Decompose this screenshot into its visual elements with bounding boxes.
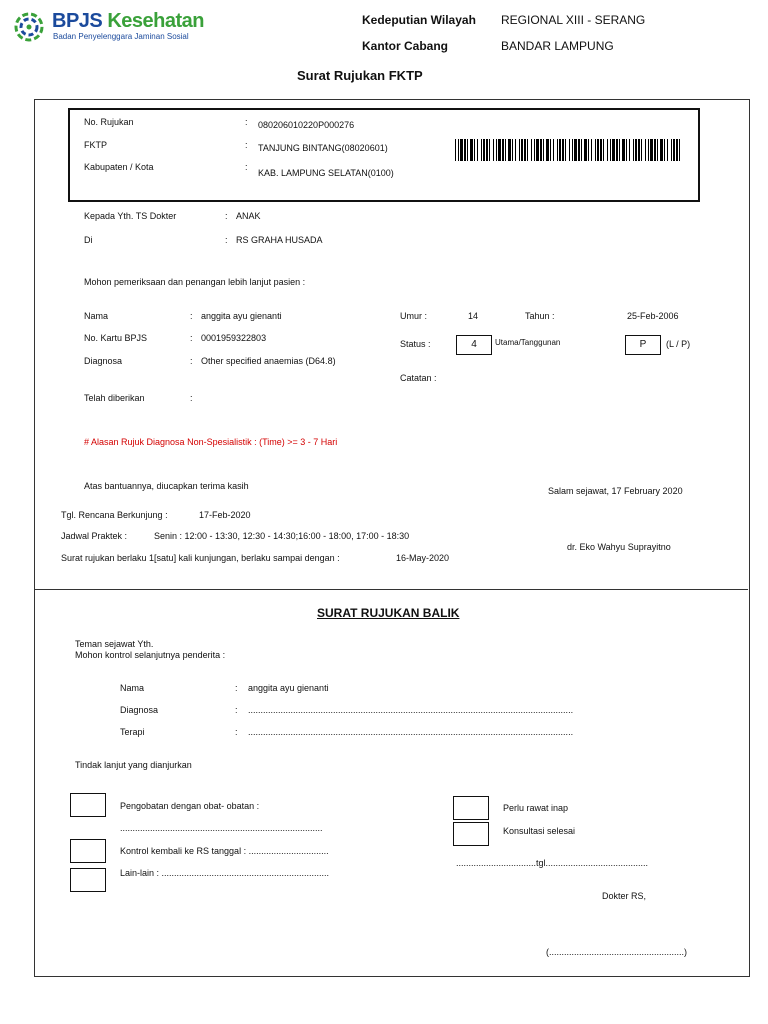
balik-terapi-line: .................................................................................................................................. xyxy=(248,727,574,737)
colon: : xyxy=(235,683,238,693)
jadwal-value: Senin : 12:00 - 13:30, 12:30 - 14:30;16:00 - 18:00, 17:00 - 18:30 xyxy=(154,531,410,541)
rawat-inap-label: Perlu rawat inap xyxy=(503,803,569,813)
page-title: Surat Rujukan FKTP xyxy=(297,68,423,83)
utama-label: Utama/Tanggunan xyxy=(495,338,561,347)
balik-diagnosa-line: .................................................................................................................................. xyxy=(248,705,574,715)
lain-checkbox[interactable] xyxy=(70,868,106,892)
section-divider xyxy=(34,589,748,590)
logo-subtitle: Badan Penyelenggara Jaminan Sosial xyxy=(53,32,189,41)
berlaku-value: 16-May-2020 xyxy=(396,553,450,563)
mohon-text: Mohon pemeriksaan dan penangan lebih lanjut pasien : xyxy=(84,277,306,287)
balik-terapi-label: Terapi xyxy=(120,727,145,737)
colon: : xyxy=(235,727,238,737)
kartu-value: 0001959322803 xyxy=(201,333,267,343)
pengobatan-line: ................................................................................. xyxy=(120,823,323,833)
bpjs-logo-icon xyxy=(14,12,44,42)
no-rujukan-label: No. Rujukan xyxy=(84,117,134,127)
kedeputian-label: Kedeputian Wilayah xyxy=(362,13,476,27)
thanks-text: Atas bantuannya, diucapkan terima kasih xyxy=(84,481,249,491)
balik-nama-label: Nama xyxy=(120,683,145,693)
balik-diagnosa-label: Diagnosa xyxy=(120,705,159,715)
tgl-line: ................................tgl......................................... xyxy=(456,858,649,868)
kantor-label: Kantor Cabang xyxy=(362,39,449,53)
colon: : xyxy=(235,705,238,715)
rencana-label: Tgl. Rencana Berkunjung : xyxy=(61,510,168,520)
colon: : xyxy=(245,140,248,150)
rawat-inap-checkbox[interactable] xyxy=(453,796,489,820)
colon: : xyxy=(225,235,228,245)
status-label: Status : xyxy=(400,339,431,349)
konsultasi-checkbox[interactable] xyxy=(453,822,489,846)
kedeputian-value: REGIONAL XIII - SERANG xyxy=(501,13,646,27)
kantor-value: BANDAR LAMPUNG xyxy=(501,39,614,53)
kepada-value: ANAK xyxy=(236,211,261,221)
logo-wordmark: BPJS Kesehatan xyxy=(52,10,204,32)
rencana-value: 17-Feb-2020 xyxy=(199,510,251,520)
colon: : xyxy=(190,333,193,343)
diagnosa-label: Diagnosa xyxy=(84,356,123,366)
colon: : xyxy=(245,117,248,127)
pengobatan-label: Pengobatan dengan obat- obatan : xyxy=(120,801,260,811)
gender-hint: (L / P) xyxy=(666,339,691,349)
fktp-value: TANJUNG BINTANG(08020601) xyxy=(258,143,388,153)
doctor-name: dr. Eko Wahyu Suprayitno xyxy=(567,542,671,552)
tahun-label: Tahun : xyxy=(525,311,555,321)
umur-value: 14 xyxy=(468,311,479,321)
catatan-label: Catatan : xyxy=(400,373,437,383)
kabupaten-value: KAB. LAMPUNG SELATAN(0100) xyxy=(258,168,394,178)
kepada-label: Kepada Yth. TS Dokter xyxy=(84,211,177,221)
lain-label: Lain-lain : ................................................................... xyxy=(120,868,330,878)
tahun-value: 25-Feb-2006 xyxy=(627,311,679,321)
colon: : xyxy=(245,162,248,172)
status-box: 4 xyxy=(456,335,492,355)
tindak-text: Tindak lanjut yang dianjurkan xyxy=(75,760,192,770)
colon: : xyxy=(190,393,193,403)
diagnosa-value: Other specified anaemias (D64.8) xyxy=(201,356,336,366)
jadwal-label: Jadwal Praktek : xyxy=(61,531,128,541)
balik-mohon-text: Mohon kontrol selanjutnya penderita : xyxy=(75,650,226,660)
balik-title: SURAT RUJUKAN BALIK xyxy=(317,606,460,620)
umur-label: Umur : xyxy=(400,311,427,321)
pengobatan-checkbox[interactable] xyxy=(70,793,106,817)
no-rujukan-value: 080206010220P000276 xyxy=(258,120,355,130)
fktp-label: FKTP xyxy=(84,140,108,150)
signature-line: (......................................................) xyxy=(546,947,688,957)
konsultasi-label: Konsultasi selesai xyxy=(503,826,576,836)
salam-text: Salam sejawat, 17 February 2020 xyxy=(548,486,683,496)
gender-box: P xyxy=(625,335,661,355)
di-label: Di xyxy=(84,235,93,245)
telah-label: Telah diberikan xyxy=(84,393,145,403)
alasan-text: # Alasan Rujuk Diagnosa Non-Spesialistik : (Time) >= 3 - 7 Hari xyxy=(84,437,338,447)
berlaku-label: Surat rujukan berlaku 1[satu] kali kunjungan, berlaku sampai dengan : xyxy=(61,553,340,563)
kartu-label: No. Kartu BPJS xyxy=(84,333,148,343)
nama-value: anggita ayu gienanti xyxy=(201,311,282,321)
teman-text: Teman sejawat Yth. xyxy=(75,639,154,649)
colon: : xyxy=(225,211,228,221)
kontrol-label: Kontrol kembali ke RS tanggal : ................................ xyxy=(120,846,329,856)
balik-nama-value: anggita ayu gienanti xyxy=(248,683,329,693)
dokter-rs-label: Dokter RS, xyxy=(602,891,647,901)
kabupaten-label: Kabupaten / Kota xyxy=(84,162,154,172)
barcode-icon xyxy=(455,139,682,161)
kontrol-checkbox[interactable] xyxy=(70,839,106,863)
colon: : xyxy=(190,311,193,321)
colon: : xyxy=(190,356,193,366)
nama-label: Nama xyxy=(84,311,109,321)
di-value: RS GRAHA HUSADA xyxy=(236,235,323,245)
